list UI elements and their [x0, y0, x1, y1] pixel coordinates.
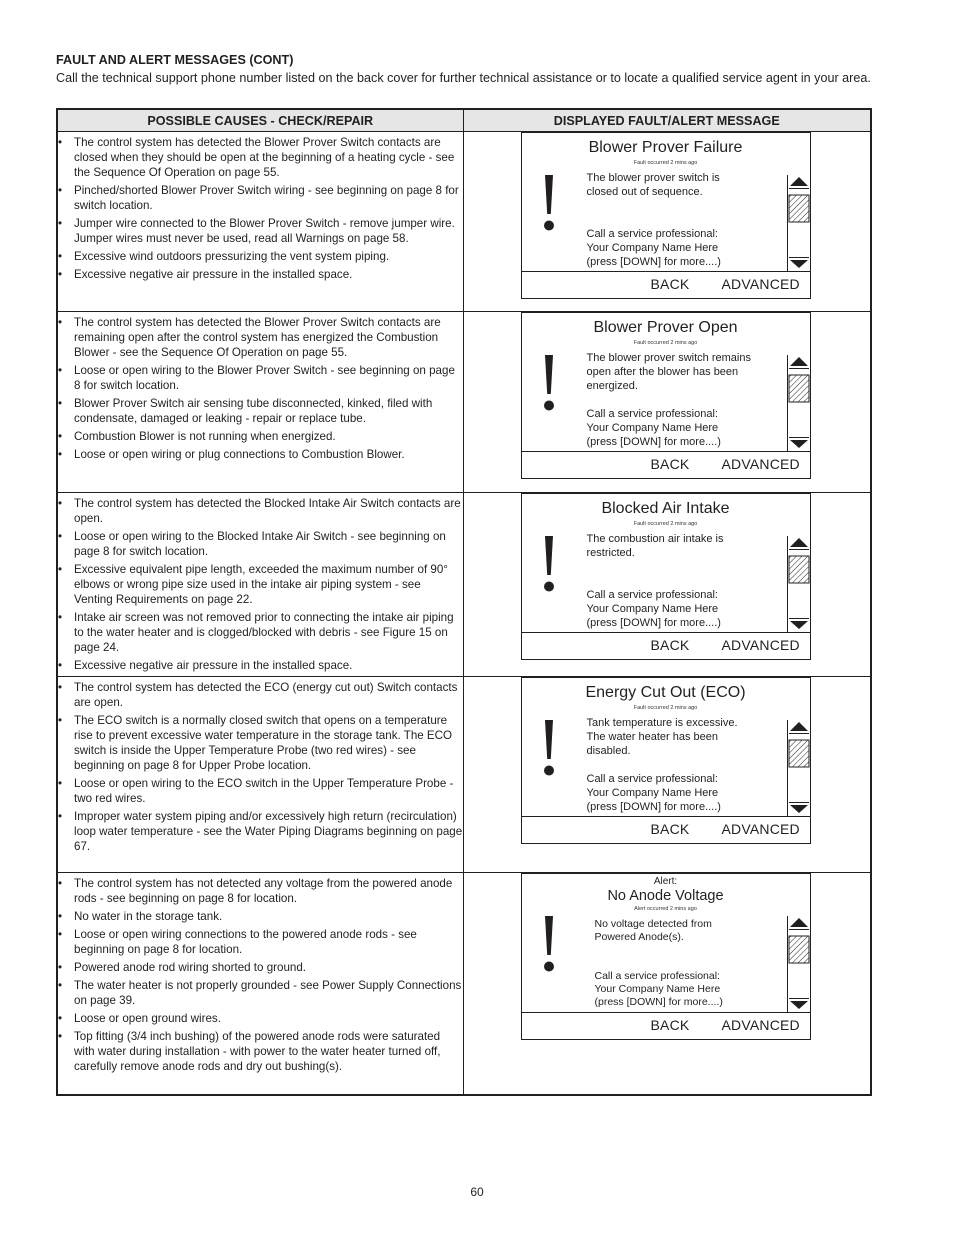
panel-timestamp: Alert occurred 2 mins ago — [634, 906, 697, 912]
panel-call-text — [587, 407, 777, 449]
causes-column-header: POSSIBLE CAUSES - CHECK/REPAIR — [57, 109, 463, 132]
advanced-button[interactable]: ADVANCED — [721, 276, 800, 292]
triangle-down-icon[interactable] — [790, 621, 808, 629]
panel-timestamp: Fault occurred 2 mins ago — [633, 340, 698, 346]
cause-item: • Excessive negative air pressure in the installed space. — [58, 658, 463, 673]
hatched-thumb[interactable] — [789, 556, 809, 583]
message-line: The blower prover switch is — [586, 172, 720, 184]
triangle-up-icon[interactable] — [790, 538, 808, 547]
call-line: Your Company Name Here — [594, 983, 721, 995]
call-line: (press [DOWN] for more....) — [586, 801, 721, 813]
causes-cell — [57, 873, 463, 1095]
table-row — [57, 873, 871, 1095]
call-line: Your Company Name Here — [586, 242, 719, 254]
message-line: closed out of sequence. — [586, 186, 703, 198]
advanced-button[interactable]: ADVANCED — [721, 456, 800, 472]
back-button[interactable]: BACK — [650, 276, 690, 292]
hatched-thumb[interactable] — [789, 375, 809, 402]
call-line: Your Company Name Here — [586, 787, 719, 799]
scrollbar-graphic — [788, 720, 810, 816]
panel-alert-label: Alert: — [653, 876, 678, 887]
scrollbar-graphic — [788, 175, 810, 271]
cause-item: • The control system has not detected any voltage from the powered anode rods - see beginning on page 8 for location. — [58, 876, 463, 906]
panel-timestamp: Fault occurred 2 mins ago — [633, 705, 698, 711]
cause-item: • The control system has detected the Blocked Intake Air Switch contacts are open. — [58, 496, 463, 526]
fault-display-panel — [521, 132, 811, 299]
message-cell — [463, 132, 871, 312]
display-screen — [522, 494, 810, 632]
panel-title: Blocked Air Intake — [601, 500, 730, 517]
cause-item: • Intake air screen was not removed prior to connecting the intake air piping to the water heater and is clogged/blocked with debris - see Figure 15 on page 24. — [58, 610, 463, 655]
fault-display-panel — [521, 312, 811, 479]
call-line: Call a service professional: — [586, 589, 718, 601]
scrollbar[interactable] — [787, 355, 810, 451]
hatched-thumb[interactable] — [789, 195, 809, 222]
cause-item: • Loose or open ground wires. — [58, 1011, 463, 1026]
advanced-button[interactable]: ADVANCED — [721, 637, 800, 653]
message-line: The water heater has been — [586, 731, 718, 743]
message-cell — [463, 873, 871, 1095]
call-line: Your Company Name Here — [586, 422, 719, 434]
causes-cell — [57, 312, 463, 493]
hatched-thumb[interactable] — [789, 936, 809, 963]
message-column-header: DISPLAYED FAULT/ALERT MESSAGE — [463, 109, 871, 132]
message-line: restricted. — [586, 547, 635, 559]
message-cell — [463, 677, 871, 873]
table-row — [57, 493, 871, 677]
cause-item: • Excessive negative air pressure in the installed space. — [58, 267, 463, 282]
triangle-down-icon[interactable] — [790, 260, 808, 268]
exclamation-icon — [544, 355, 554, 411]
message-line: disabled. — [586, 745, 631, 757]
panel-button-bar — [522, 632, 810, 659]
message-cell — [463, 312, 871, 493]
panel-button-bar — [522, 1012, 810, 1039]
causes-cell — [57, 493, 463, 677]
scrollbar-graphic — [788, 355, 810, 451]
panel-message — [587, 171, 777, 199]
fault-alert-table — [56, 108, 872, 1096]
causes-list — [58, 135, 463, 282]
scrollbar[interactable] — [787, 175, 810, 271]
exclamation-icon — [544, 536, 554, 592]
causes-cell — [57, 677, 463, 873]
call-line: (press [DOWN] for more....) — [586, 436, 721, 448]
call-line: (press [DOWN] for more....) — [586, 256, 721, 268]
scrollbar[interactable] — [787, 536, 810, 632]
message-cell — [463, 493, 871, 677]
intro-paragraph: Call the technical support phone number listed on the back cover for further technical assistance or to locate a qualified service agent in your area. — [56, 71, 871, 85]
cause-item: • Excessive wind outdoors pressurizing the vent system piping. — [58, 249, 463, 264]
fault-display-panel — [521, 677, 811, 844]
cause-item: • Pinched/shorted Blower Prover Switch wiring - see beginning on page 8 for switch location. — [58, 183, 463, 213]
exclamation-icon — [544, 175, 554, 231]
cause-item: • Loose or open wiring to the ECO switch in the Upper Temperature Probe - two red wires. — [58, 776, 463, 806]
panel-message — [587, 532, 777, 560]
display-screen — [522, 313, 810, 451]
cause-item: • No water in the storage tank. — [58, 909, 463, 924]
cause-item: • Combustion Blower is not running when energized. — [58, 429, 463, 444]
panel-call-text — [595, 970, 785, 1009]
advanced-button[interactable]: ADVANCED — [721, 821, 800, 837]
cause-item: • Jumper wire connected to the Blower Prover Switch - remove jumper wire. Jumper wires must never be used, read all Warnings on page 58. — [58, 216, 463, 246]
scrollbar[interactable] — [787, 916, 810, 1012]
scrollbar[interactable] — [787, 720, 810, 816]
message-line: energized. — [586, 380, 638, 392]
panel-message — [587, 351, 777, 393]
panel-title: Blower Prover Failure — [588, 139, 743, 156]
cause-item: • Excessive equivalent pipe length, exceeded the maximum number of 90° elbows or wrong pipe size used in the intake air piping system - see Venting Requirements on page 22. — [58, 562, 463, 607]
back-button[interactable]: BACK — [650, 1017, 690, 1033]
scrollbar-graphic — [788, 536, 810, 632]
panel-timestamp: Fault occurred 2 mins ago — [633, 521, 698, 527]
scrollbar-graphic — [788, 916, 810, 1012]
alert-display-panel — [521, 873, 811, 1040]
advanced-button[interactable]: ADVANCED — [721, 1017, 800, 1033]
panel-title: Blower Prover Open — [593, 319, 738, 336]
triangle-down-icon[interactable] — [790, 805, 808, 813]
table-row — [57, 312, 871, 493]
causes-list — [58, 876, 463, 1074]
cause-item: • Loose or open wiring or plug connections to Combustion Blower. — [58, 447, 463, 462]
causes-cell — [57, 132, 463, 312]
cause-item: • Powered anode rod wiring shorted to ground. — [58, 960, 463, 975]
exclamation-icon — [544, 720, 554, 776]
display-screen — [522, 133, 810, 271]
causes-list — [58, 315, 463, 462]
page-number: 60 — [470, 1185, 484, 1199]
cause-item: • The control system has detected the Blower Prover Switch contacts are closed when they should be open at the beginning of a heating cycle - see the Sequence Of Operation on page 55. — [58, 135, 463, 180]
causes-list — [58, 680, 463, 854]
cause-item: • The control system has detected the Blower Prover Switch contacts are remaining open after the control system has energized the Combustion Blower - see the Sequence Of Operation on page 55. — [58, 315, 463, 360]
cause-item: • Loose or open wiring connections to the powered anode rods - see beginning on page 8 for location. — [58, 927, 463, 957]
back-button[interactable]: BACK — [650, 637, 690, 653]
message-line: The combustion air intake is — [586, 533, 724, 545]
exclamation-icon — [544, 916, 554, 972]
triangle-up-icon[interactable] — [790, 918, 808, 927]
causes-list — [58, 496, 463, 673]
cause-item: • Loose or open wiring to the Blocked Intake Air Switch - see beginning on page 8 for switch location. — [58, 529, 463, 559]
triangle-up-icon[interactable] — [790, 722, 808, 731]
table-row — [57, 132, 871, 312]
call-line: Call a service professional: — [594, 970, 720, 982]
call-line: (press [DOWN] for more....) — [586, 617, 721, 629]
panel-call-text — [587, 772, 777, 814]
back-button[interactable]: BACK — [650, 821, 690, 837]
cause-item: • Blower Prover Switch air sensing tube disconnected, kinked, filed with condensate, damaged or leaking - repair or replace tube. — [58, 396, 463, 426]
triangle-up-icon[interactable] — [790, 177, 808, 186]
panel-title: Energy Cut Out (ECO) — [585, 684, 746, 701]
call-line: Call a service professional: — [586, 228, 718, 240]
call-line: Call a service professional: — [586, 773, 718, 785]
call-line: Call a service professional: — [586, 408, 718, 420]
call-line: (press [DOWN] for more....) — [594, 996, 723, 1008]
cause-item: • The water heater is not properly grounded - see Power Supply Connections on page 39. — [58, 978, 463, 1008]
triangle-up-icon[interactable] — [790, 357, 808, 366]
section-heading: FAULT AND ALERT MESSAGES (CONT) — [56, 53, 294, 67]
hatched-thumb[interactable] — [789, 740, 809, 767]
triangle-down-icon[interactable] — [790, 1001, 808, 1009]
message-line: No voltage detected from — [594, 918, 712, 930]
panel-button-bar — [522, 271, 810, 298]
back-button[interactable]: BACK — [650, 456, 690, 472]
message-line: Tank temperature is excessive. — [586, 717, 738, 729]
message-line: Powered Anode(s). — [594, 931, 684, 943]
panel-button-bar — [522, 816, 810, 843]
display-screen — [522, 678, 810, 816]
table-header-row — [57, 109, 871, 132]
panel-button-bar — [522, 451, 810, 478]
panel-timestamp: Fault occurred 2 mins ago — [633, 160, 698, 166]
cause-item: • Top fitting (3/4 inch bushing) of the powered anode rods were saturated with water during installation - with power to the water heater turned off, carefully remove anode rods and dry out bushing(s). — [58, 1029, 463, 1074]
table-row — [57, 677, 871, 873]
triangle-down-icon[interactable] — [790, 440, 808, 448]
panel-message — [587, 716, 777, 758]
cause-item: • The control system has detected the ECO (energy cut out) Switch contacts are open. — [58, 680, 463, 710]
display-screen — [522, 874, 810, 1012]
cause-item: • The ECO switch is a normally closed switch that opens on a temperature rise to prevent excessive water temperature in the storage tank. The ECO switch is inside the Upper Temperature Probe (two red wires) - see beginning on page 8 for Upper Probe location. — [58, 713, 463, 773]
message-line: open after the blower has been — [586, 366, 739, 378]
cause-item: • Improper water system piping and/or excessively high return (recirculation) loop water temperature - see the Water Piping Diagrams beginning on page 67. — [58, 809, 463, 854]
cause-item: • Loose or open wiring to the Blower Prover Switch - see beginning on page 8 for switch location. — [58, 363, 463, 393]
panel-call-text — [587, 588, 777, 630]
fault-display-panel — [521, 493, 811, 660]
message-line: The blower prover switch remains — [586, 352, 751, 364]
panel-title: No Anode Voltage — [607, 888, 724, 904]
call-line: Your Company Name Here — [586, 603, 719, 615]
panel-call-text — [587, 227, 777, 269]
panel-message — [595, 918, 785, 944]
